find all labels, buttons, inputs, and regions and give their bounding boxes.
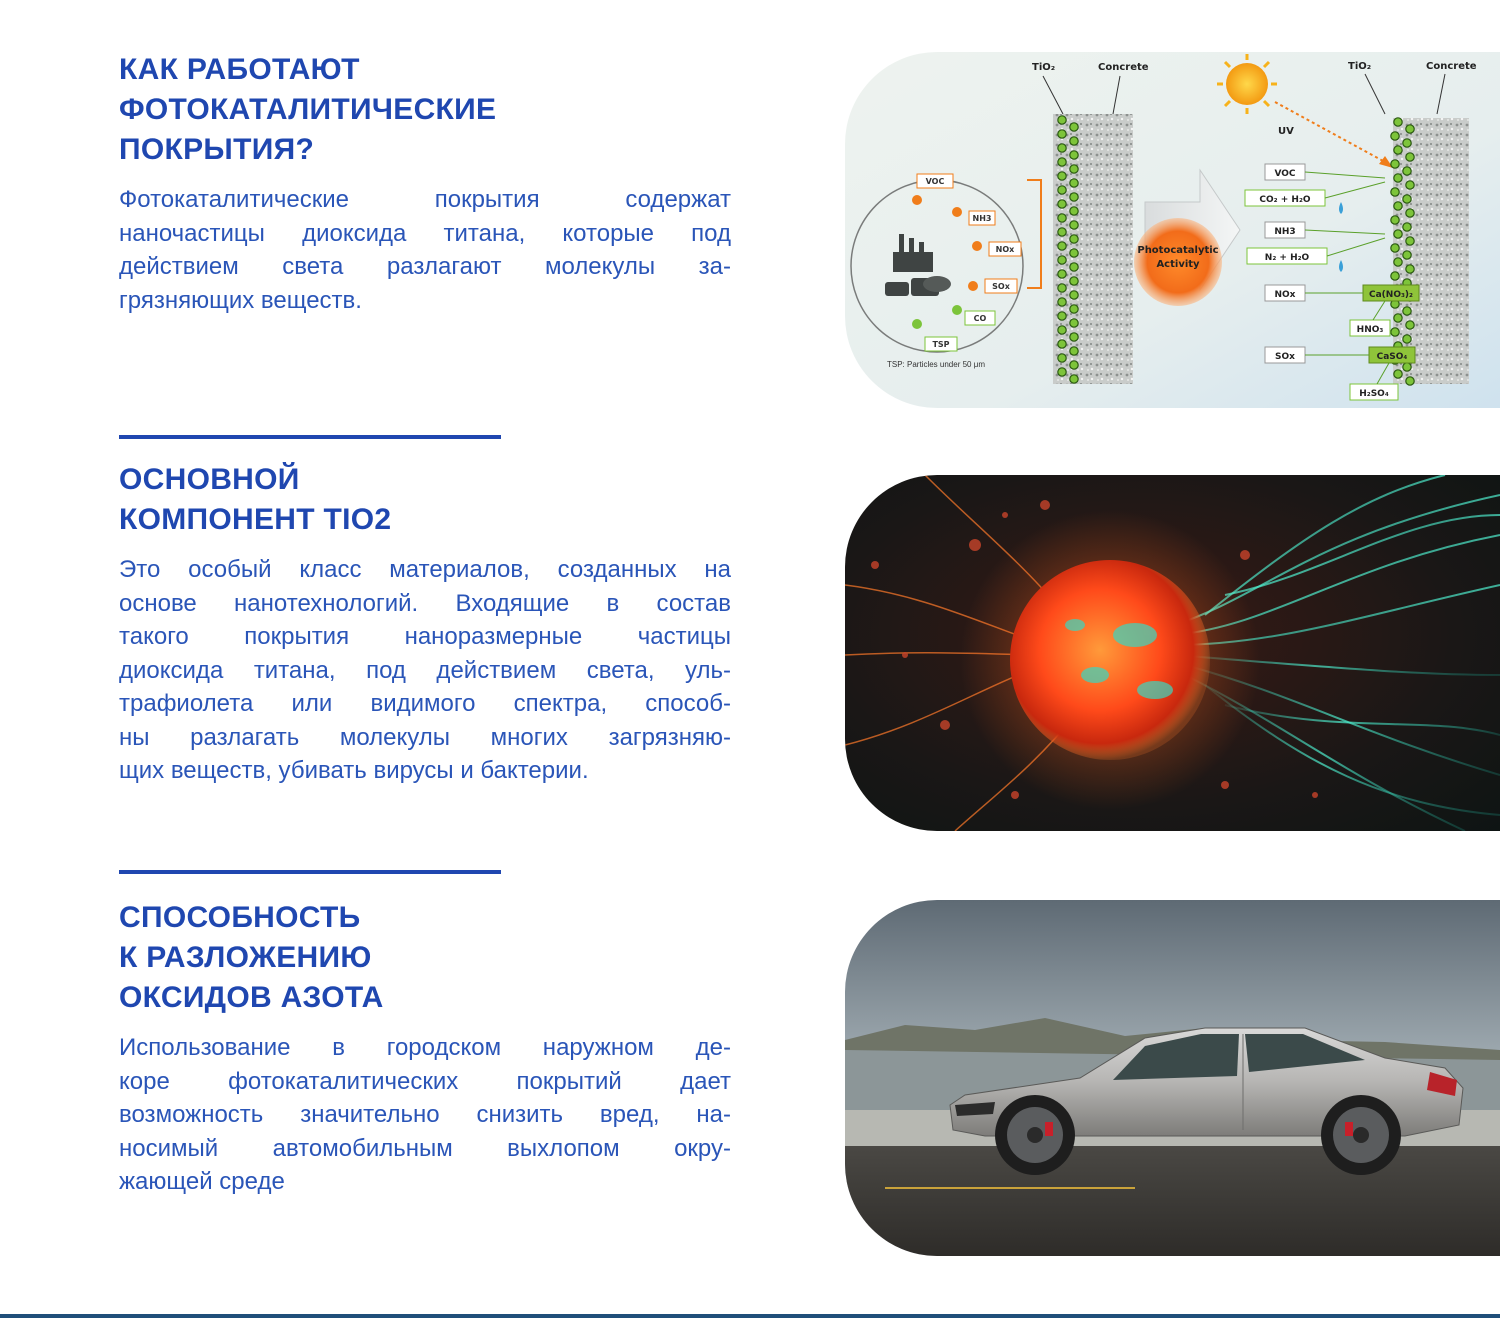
nitric-acid-label: HNO₃ [1356,325,1384,335]
left-label-co: CO [973,314,987,323]
tio2-bead [1394,370,1402,378]
tio2-bead [1070,361,1078,369]
tio2-bead [1391,244,1399,252]
title-line: ФОТОКАТАЛИТИЧЕСКИЕ [119,93,497,126]
tio2-bead [1391,272,1399,280]
tio2-label: TiO₂ [1032,62,1056,73]
left-label-nox: NOx [995,245,1015,254]
tio2-bead [1391,328,1399,336]
tio2-bead [1070,165,1078,173]
section-body [119,1031,731,1199]
tio2-bead [1070,277,1078,285]
body-line: действием света разлагают молекулы за- [119,253,731,280]
body-line: жающей среде [119,1168,285,1195]
tio2-bead [1406,209,1414,217]
tio2-bead [1406,321,1414,329]
left-label-sox: SOx [992,282,1010,291]
title-line: КОМПОНЕНТ TIO2 [119,503,392,536]
tio2-bead [1403,363,1411,371]
section-title [119,460,731,540]
nanoparticle-image [845,475,1500,831]
tio2-bead [1070,221,1078,229]
tio2-bead [1058,256,1066,264]
right-input-sox: SOx [1275,352,1295,362]
left-label-tsp: TSP [932,340,950,349]
section-nox [119,898,731,1199]
body-line: Фотокаталитические покрытия содержат [119,186,731,213]
activity-line2: Activity [1156,259,1200,270]
tio2-bead [1070,137,1078,145]
section-body [119,553,731,788]
tio2-bead [1070,319,1078,327]
tio2-bead [1070,249,1078,257]
tio2-bead [1406,237,1414,245]
tio2-bead [1394,314,1402,322]
body-line: коре фотокаталитических покрытий дает [119,1067,731,1095]
title-line: К РАЗЛОЖЕНИЮ [119,941,372,974]
tio2-bead [1070,375,1078,383]
tio2-bead [1394,258,1402,266]
sulfuric-acid-label: H₂SO₄ [1359,389,1389,399]
tio2-bead [1058,200,1066,208]
body-line: Использование в городском наружном де- [119,1034,731,1061]
title-line: ПОКРЫТИЯ? [119,133,315,166]
title-line: СПОСОБНОСТЬ [119,901,361,934]
left-label-voc: VOC [925,177,945,186]
tio2-bead [1403,307,1411,315]
photocatalysis-diagram [845,52,1500,408]
tio2-bead [1070,347,1078,355]
tio2-bead [1406,153,1414,161]
tio2-bead [1070,235,1078,243]
tsp-note: TSP: Particles under 50 μm [887,360,985,369]
body-line: носимый автомобильным выхлопом окру- [119,1134,731,1162]
tio2-bead [1070,263,1078,271]
body-line: щих веществ, убивать вирусы и бактерии. [119,757,589,784]
tio2-bead [1058,228,1066,236]
body-line: основе нанотехнологий. Входящие в состав [119,589,731,617]
bottom-rule [0,1314,1500,1318]
body-line: такого покрытия наноразмерные частицы [119,623,731,650]
tio2-bead [1058,116,1066,124]
sun-icon [1217,54,1277,114]
tio2-bead [1058,326,1066,334]
body-line: возможность значительно снизить вред, на- [119,1101,731,1128]
tio2-bead [1058,186,1066,194]
title-line: ОКСИДОВ АЗОТА [119,981,384,1014]
tio2-bead [1058,242,1066,250]
tio2-bead [1070,207,1078,215]
body-line: ны разлагать молекулы многих загрязняю- [119,723,731,751]
tio2-bead [1058,354,1066,362]
tio2-bead [1070,151,1078,159]
nitrate-label: Ca(NO₃)₂ [1369,290,1413,300]
tio2-bead [1403,139,1411,147]
tio2-bead [1394,118,1402,126]
tio2-bead [1058,270,1066,278]
tio2-bead [1058,214,1066,222]
sulfate-label: CaSO₄ [1376,352,1408,362]
tio2-bead [1058,158,1066,166]
tio2-bead [1394,230,1402,238]
tio2-bead [1403,223,1411,231]
divider [119,435,501,439]
tio2-bead [1406,265,1414,273]
tio2-bead [1406,377,1414,385]
tio2-bead [1394,146,1402,154]
tio2-bead [1391,216,1399,224]
section-photocatalytic [119,50,731,317]
tio2-bead [1403,167,1411,175]
section-body [119,183,731,317]
section-title [119,898,731,1018]
tio2-bead [1058,312,1066,320]
tio2-bead [1058,144,1066,152]
concrete-label: Concrete [1098,62,1149,73]
right-input-nox: NOx [1274,290,1296,300]
tio2-bead [1058,284,1066,292]
activity-line1: Photocatalytic [1137,245,1219,256]
left-label-nh3: NH3 [972,214,992,223]
tio2-bead [1058,340,1066,348]
tio2-bead [1070,333,1078,341]
tio2-bead [1394,202,1402,210]
tio2-bead [1070,179,1078,187]
right-input-voc: VOC [1274,169,1296,179]
tio2-bead [1391,160,1399,168]
tio2-bead [1403,195,1411,203]
tio2-bead [1403,251,1411,259]
body-line: трафиолета или видимого спектра, способ- [119,690,731,717]
product-co2: CO₂ + H₂O [1259,195,1311,205]
tio2-bead [1406,125,1414,133]
tio2-bead [1058,172,1066,180]
tio2-bead [1058,298,1066,306]
tio2-bead [1058,130,1066,138]
uv-label: UV [1278,126,1294,137]
divider [119,870,501,874]
tio2-bead [1070,193,1078,201]
tio2-right-label: TiO₂ [1348,61,1372,72]
tio2-bead [1070,305,1078,313]
section-title [119,50,731,170]
body-line: Это особый класс материалов, созданных на [119,556,731,583]
tio2-bead [1391,188,1399,196]
tio2-bead [1070,123,1078,131]
body-line: грязняющих веществ. [119,286,362,314]
tio2-bead [1403,335,1411,343]
right-input-nh3: NH3 [1274,227,1296,237]
concrete-right-label: Concrete [1426,61,1477,72]
body-line: диоксида титана, под действием света, уль- [119,656,731,684]
tio2-bead [1406,181,1414,189]
tio2-bead [1394,174,1402,182]
body-line: наночастицы диоксида титана, которые под [119,219,731,247]
car-image [845,900,1500,1256]
title-line: ОСНОВНОЙ [119,463,300,496]
title-line: КАК РАБОТАЮТ [119,53,360,86]
product-n2: N₂ + H₂O [1264,253,1310,263]
section-tio2 [119,460,731,788]
tio2-bead [1058,368,1066,376]
tio2-bead [1391,132,1399,140]
tio2-bead [1070,291,1078,299]
